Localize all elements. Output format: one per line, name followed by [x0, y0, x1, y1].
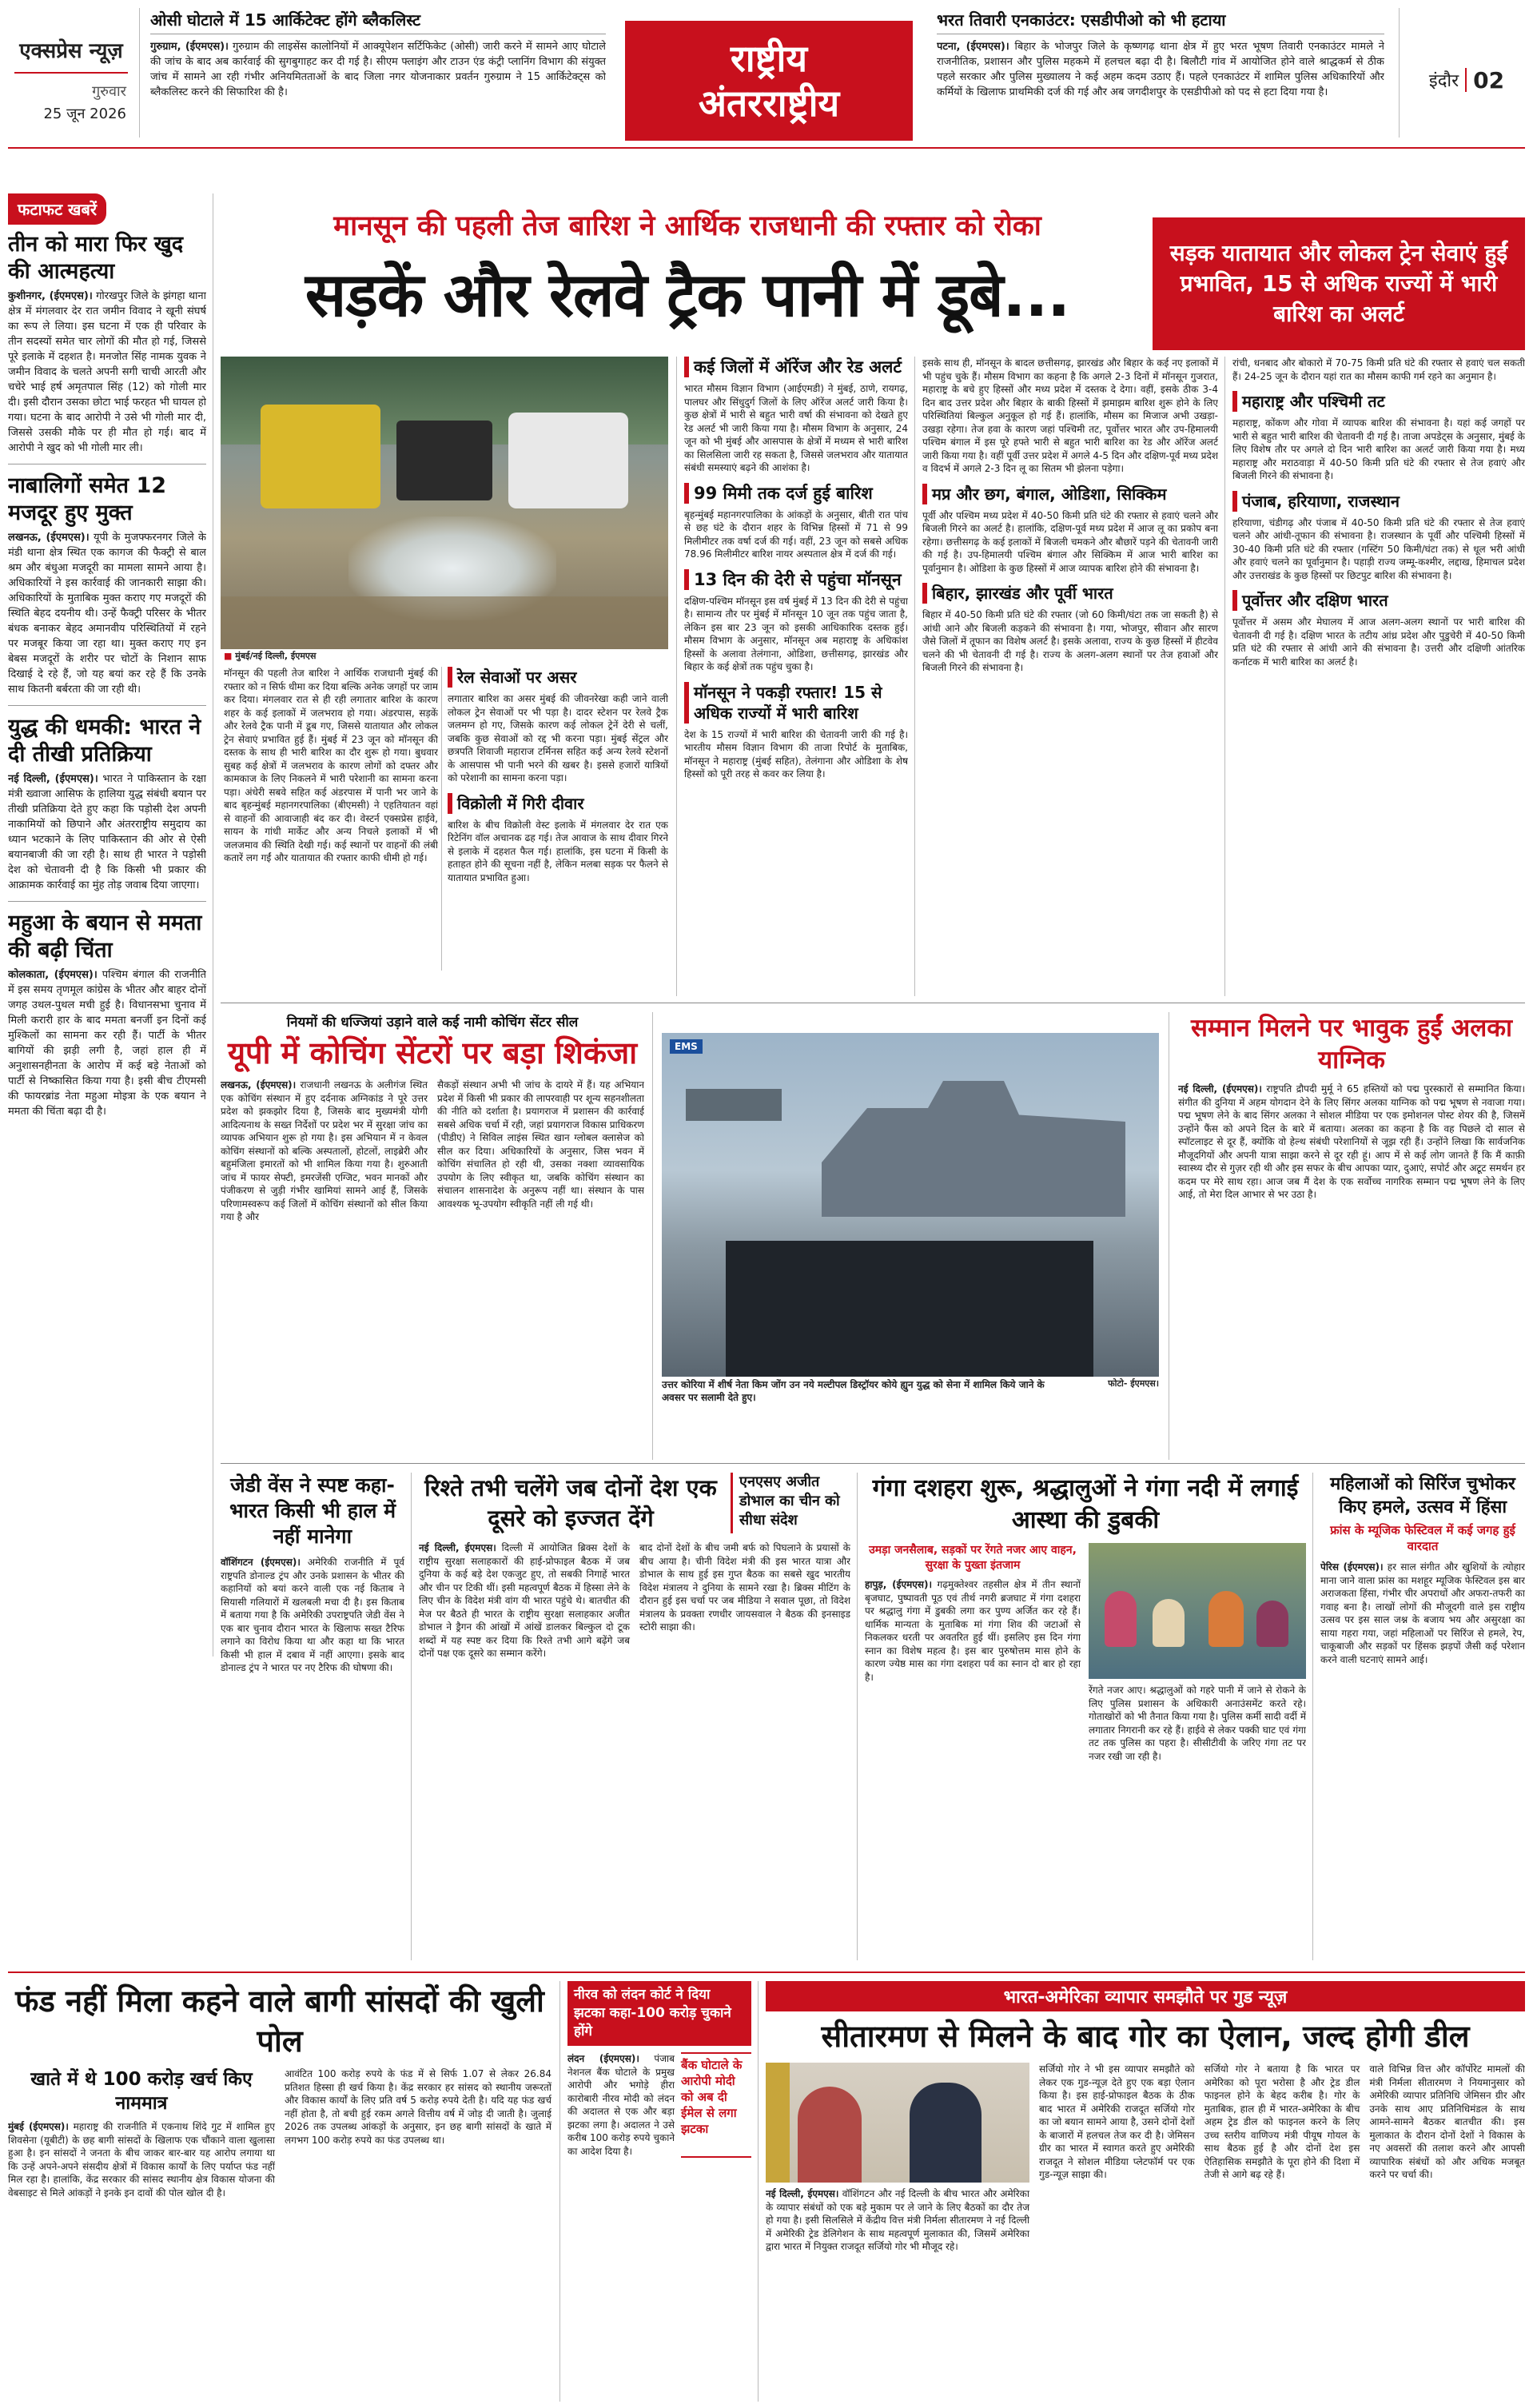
top-left-headline: ओसी घोटाले में 15 आर्किटेक्ट होंगे ब्लैकलिस्ट	[150, 10, 606, 34]
col4-body: इसके साथ ही, मॉनसून के बादल छत्तीसगढ़, झारखंड और बिहार के कई नए इलाकों में भी पहुंच चुके हैं। मौसम विभाग का कहना है कि अगले 2-3 दिनों में मॉनसून गुजरात, महाराष्ट्र के बचे हुए हिस्सों और मध्य प्रदेश में दस्तक दे देगा। वहीं, इसके ठीक 3-4 दिन बाद उत्तर प्रदेश और बिहार के बाकी हिस्सों में झमाझम बारिश शुरू होने के लिए परिस्थितियां बिल्कुल अनुकूल हो गई हैं। हालांकि, मौसम का मिजाज अभी उखड़ा-उखड़ा रहेगा। तेज हवा के कारण जहां पश्चिमी तट, पूर्वोत्तर भारत और उप-हिमालयी पश्चिम बंगाल में इस पूरे हफ्ते भारी से बहुत भारी बारिश का रेड और ऑरेंज अलर्ट जारी किया गया है। वहीं पूर्वी उत्तर प्रदेश में अगले 4-5 दिन और दक्षिण-पूर्व मध्य प्रदेश व विदर्भ में अगले 2-3 दिन लू का सितम भी झेलना पड़ेगा।	[922, 357, 1218, 474]
paris-story	[1320, 1473, 1525, 1960]
ganga-kicker: उमड़ा जनसैलाब, सड़कों पर रेंगते नजर आए वाहन, सुरक्षा के पुख्ता इंतजाम	[869, 1544, 1077, 1572]
ganga-headline: गंगा दशहरा शुरू, श्रद्धालुओं ने गंगा नदी में लगाई आस्था की डुबकी	[872, 1474, 1299, 1534]
paris-headline: महिलाओं को सिरिंज चुभोकर किए हमले, उत्सव में हिंसा	[1330, 1474, 1515, 1517]
mp-headline: मप्र और छग, बंगाल, ओडिशा, सिक्किम	[922, 484, 1218, 504]
alert-headline: कई जिलों में ऑरेंज और रेड अलर्ट	[684, 357, 908, 377]
late-headline: 13 दिन की देरी से पहुंचा मॉनसून	[684, 569, 908, 590]
late-body: दक्षिण-पश्चिम मॉनसून इस वर्ष मुंबई में 13 दिन की देरी से पहुंचा है। सामान्य तौर पर मुंबई में मॉनसून 10 जून तक पहुंच जाता है, लेकिन इस बार 23 जून को इसकी आधिकारिक दस्तक हुई। मौसम विभाग के अनुसार, मॉनसून अब महाराष्ट्र के अधिकांश हिस्सों के अलावा तेलंगाना, ओडिशा, छत्तीसगढ़, झारखंड और बिहार के कई क्षेत्रों तक पहुंच चुका है।	[684, 595, 908, 672]
top-left-story	[150, 10, 606, 138]
pb-headline: पंजाब, हरियाणा, राजस्थान	[1232, 491, 1525, 512]
trade-dateline: नई दिल्ली, ईएमएस।	[766, 2188, 839, 2199]
page-city: इंदौर	[1428, 71, 1459, 91]
top-right-body: बिहार के भोजपुर जिले के कृष्णगढ़ थाना क्षेत्र में हुए भरत भूषण तिवारी एनकाउंटर मामले ने राजनीतिक, प्रशासन और पुलिस महकमे में हलचल बढ़ा दी है। बिलौटी गांव में आयोजित होने वाले श्राद्धकर्म से ठीक पहले सरकार और पुलिस मुख्यालय ने कई अहम कदम उठाए हैं। पहले एनकाउंटर में शामिल पुलिस अधिकारियों और कर्मियों के खिलाफ प्राथमिकी दर्ज की गई और अब जगदीशपुर के एसडीपीओ को पद से हटा दिया गया है।	[937, 41, 1384, 98]
fatafat-s2-headline: नाबालिगों समेत 12 मजदूर हुए मुक्त	[8, 473, 167, 525]
ems-badge: EMS	[670, 1039, 703, 1054]
doval-dateline: नई दिल्ली, ईएमएस।	[419, 1542, 496, 1553]
fatafat-s1-headline: तीन को मारा फिर खुद की आत्महत्या	[8, 232, 184, 284]
rail-section	[448, 667, 668, 987]
speed-body: देश के 15 राज्यों में भारी बारिश की चेतावनी जारी की गई है। भारतीय मौसम विज्ञान विभाग की ताजा रिपोर्ट के मुताबिक, मॉनसून ने महाराष्ट्र (मुंबई सहित), तेलंगाना और ओडिशा के शेष हिस्सों को पूरी तरह से कवर कर लिया है।	[684, 728, 908, 779]
trade-col2: सर्जियो गोर ने भी इस व्यापार समझौते को लेकर एक गुड-न्यूज़ देते हुए एक बड़ा ऐलान किया है। इस हाई-प्रोफाइल बैठक के ठीक बाद भारत में अमेरिकी राजदूत सर्जियो गोर का जो बयान सामने आया है, उसने दोनों देशों के बाजारों में हलचल तेज कर दी है। जेमिसन ग्रीर का भारत में स्वागत करते हुए अमेरिकी राजदूत ने सोशल मीडिया प्लेटफॉर्म पर एक गुड-न्यूज़ साझा की।	[1039, 2063, 1195, 2180]
nirav-dateline: लंदन (ईएमएस)।	[567, 2053, 639, 2064]
fatafat-s2-dateline: लखनऊ, (ईएमएस)।	[8, 532, 90, 544]
trade-story	[766, 1981, 1525, 2402]
lead-sidebox	[1153, 217, 1525, 350]
masthead-date: 25 जून 2026	[43, 106, 126, 122]
alert-body: भारत मौसम विज्ञान विभाग (आईएमडी) ने मुंबई, ठाणे, रायगढ़, पालघर और सिंधुदुर्ग जिलों के लिए ऑरेंज अलर्ट जारी किया है। कुछ क्षेत्रों में भारी से बहुत भारी वर्षा की संभावना को देखते हुए रेड अलर्ट भी जारी किया गया है। मौसम विभाग के अनुसार, 24 जून को भी मुंबई और आसपास के क्षेत्रों में मध्यम से भारी बारिश का सिलसिला जारी रह सकता है, जिससे जलभराव और यातायात संबंधी समस्याएं बढ़ने की आशंका है।	[684, 383, 908, 473]
wall-body: बारिश के बीच विक्रोली वेस्ट इलाके में मंगलवार देर रात एक रिटेनिंग वॉल अचानक ढह गई। तेज आवाज के साथ दीवार गिरने से इलाके में दहशत फैल गई। हालांकि, इस घटना में किसी के हताहत होने की सूचना नहीं है, लेकिन मलबा सड़क पर फैलने से यातायात प्रभावित हुआ।	[448, 819, 668, 883]
fatafat-s4-headline: महुआ के बयान से ममता की बढ़ी चिंता	[8, 911, 202, 963]
navy-caption: उत्तर कोरिया में शीर्ष नेता किम जोंग उन नये मल्टीपल डिस्ट्रॉयर कोये ह्युन युद्ध को सेना में शामिल किये जाने के अवसर पर सलामी देते हुए।	[662, 1379, 1045, 1403]
rebels-dateline: मुंबई (ईएमएस)।	[8, 2121, 69, 2132]
wall-headline: विक्रोली में गिरी दीवार	[448, 793, 668, 814]
fatafat-s1-dateline: कुशीनगर, (ईएमएस)।	[8, 290, 93, 302]
coaching-col1: राजधानी लखनऊ के अलीगंज स्थित एक कोचिंग संस्थान में हुए दर्दनाक अग्निकांड ने पूरे उत्तर प्रदेश को झकझोर दिया है, जिसके बाद मुख्यमंत्री योगी आदित्यनाथ के सख्त निर्देशों पर प्रदेश भर में सुरक्षा जांच का व्यापक अभियान शुरू हो गया है। इस अभियान में न केवल कोचिंग संस्थानों को बल्कि अस्पतालों, होटलों, लाइब्रेरी और बहुमंजिला इमारतों को भी शामिल किया गया है। शुरुआती जांच में फायर सेफ्टी, इमरजेंसी एग्जिट, भवन मानकों और पंजीकरण से जुड़ी गंभीर खामियां सामने आई हैं, जिसके परिणामस्वरूप कई जिलों में कोचिंग संस्थानों को सील किया गया है और	[221, 1079, 428, 1222]
masthead-day: गुरुवार	[92, 83, 126, 100]
page-info	[1407, 56, 1527, 104]
doval-col2: बाद दोनों देशों के बीच जमी बर्फ को पिघलाने के प्रयासों के बीच आया है। चीनी विदेश मंत्री की इस भारत यात्रा और डोभाल के साथ हुई इस गुप्त बैठक का सबसे खुद भारतीय विदेश मंत्रालय ने दुनिया के सामने रखा है। ब्रिक्स मीटिंग के दौरान हुई इस चर्चा पर जब मीडिया ने सवाल पूछा, तो विदेश मंत्रालय के प्रवक्ता रणधीर जायसवाल ने बैठक की इनसाइड स्टोरी साझा की।	[639, 1542, 850, 1633]
trade-col3: सर्जियो गोर ने बताया है कि भारत पर अमेरिका को पूरा भरोसा है और ट्रेड डील फाइनल होने के बेहद करीब है। गोर के मुताबिक, हाल ही में भारत-अमेरिका के बीच अहम ट्रेड डील को फाइनल करने के लिए उच्च स्तरीय वाणिज्य मंत्री पीयूष गोयल के साथ बैठक हुई है और दोनों देश इस ऐतिहासिक समझौते के पूरा होने की दिशा में तेजी से आगे बढ़ रहे हैं।	[1204, 2063, 1360, 2180]
top-right-headline: भरत तिवारी एनकाउंटर: एसडीपीओ को भी हटाया	[937, 10, 1384, 34]
doval-col1: दिल्ली में आयोजित ब्रिक्स देशों के राष्ट्रीय सुरक्षा सलाहकारों की हाई-प्रोफाइल बैठक में जब दुनिया के कई बड़े देश एकजुट हुए, तो सबकी निगाहें भारत और चीन पर टिकी थीं। इसी महत्वपूर्ण बैठक में हिस्सा लेने के लिए चीन के विदेश मंत्री वांग यी भारत पहुंचे थे। बातचीत की मेज पर बैठते ही भारत के राष्ट्रीय सुरक्षा सलाहकार अजीत डोभाल ने ड्रैगन की आंखों में आंखें डालकर बिल्कुल दो टूक शब्दों में यह स्पष्ट कर दिया कि रिश्ते तभी आगे बढ़ेंगे जब दोनों पक्ष एक दूसरे का सम्मान करेंगे।	[419, 1542, 630, 1659]
top-right-story	[937, 10, 1384, 138]
fatafat-s4-body: पश्चिम बंगाल की राजनीति में इस समय तृणमूल कांग्रेस के भीतर और बाहर दोनों जगह उथल-पुथल मची हुई है। विधानसभा चुनाव में मिली करारी हार के बाद ममता बनर्जी इन दिनों कई मुश्किलों का सामना कर रही हैं। पार्टी के भीतर बागियों की झड़ी लगी है, जहां हाल ही में अनुशासनहीनता के आरोप में कई बड़े नेताओं को पार्टी से निष्कासित किया गया है। इसी बीच टीएमसी की फायरब्रांड नेता महुआ मोइत्रा के एक बयान ने ममता की चिंता बढ़ा दी है।	[8, 969, 206, 1118]
lead-col4	[922, 357, 1218, 996]
rain-photo	[221, 357, 668, 649]
paris-dateline: पेरिस (ईएमएस)।	[1320, 1561, 1384, 1573]
vance-dateline: वॉशिंगटन (ईएमएस)।	[221, 1557, 301, 1568]
trade-photo	[766, 2063, 1029, 2183]
top-left-dateline: गुरुग्राम, (ईएमएस)।	[150, 41, 229, 53]
coaching-kicker: नियमों की धज्जियां उड़ाने वाले कई नामी कोचिंग सेंटर सील	[286, 1015, 579, 1031]
ganga-story	[865, 1473, 1306, 1960]
top-right-dateline: पटना, (ईएमएस)।	[937, 41, 1009, 53]
nirav-box: बैंक घोटाले के आरोपी मोदी को अब दी ईमेल से लगा झटका	[681, 2052, 751, 2158]
section-banner	[625, 21, 913, 141]
doval-kicker: एनएसए अजीत डोभाल का चीन को सीधा संदेश	[731, 1473, 850, 1533]
section-line1: राष्ट्रीय	[730, 37, 808, 80]
paris-body: हर साल संगीत और खुशियों के त्योहार माना जाने वाला फ्रांस का मशहूर म्यूजिक फेस्टिवल इस बार अराजकता हिंसा, गंभीर चीर अपराधों और अफरा-तफरी का गवाह बना है। लाखों लोगों की मौजूदगी वाले इस राष्ट्रीय उत्सव पर इस साल जश्न के बजाय भय और असुरक्षा का साया गहरा गया, जहां महिलाओं पर सिरिंज से हमले, रेप, चाकूबाजी और सड़कों पर हिंसक झड़पों जैसी कई परेशान करने वाली घटनाएं सामने आई।	[1320, 1561, 1525, 1665]
alka-body: राष्ट्रपति द्रौपदी मुर्मू ने 65 हस्तियों को पद्म पुरस्कारों से सम्मानित किया। संगीत की दुनिया में अहम योगदान देने के लिए सिंगर अलका याग्निक को पद्म भूषण से नवाजा गया। पद्म भूषण लेने के बाद सिंगर अलका ने सोशल मीडिया पर एक इमोशनल पोस्ट शेयर की है, जिसमें उन्होंने फैंस को अपने दिल के बारे में बताया। अलका का कहना है कि वह पिछले दो साल से स्पॉटलाइट से दूर हैं, क्योंकि वो हेल्थ संबंधी परेशानियों से जूझ रही हैं। उन्होंने लिखा कि सार्वजनिक मौजूदगियों और अपनी यात्रा साझा करने से दूर रही हूं। आप में से कई लोग जानते हैं कि मैं काफ़ी स्वास्थ्य दौर से गुज़र रही थी और इस सफर के बीच आपका प्यार, दुआएं, सपोर्ट और अटूट समर्थन हर कदम पर मेरे साथ रहा। आज जब मैं देश के एक सर्वोच्च नागरिक सम्मान पद्म भूषण लेने के लिए आई, तो मेरा दिल आभार से भर उठा है।	[1178, 1083, 1525, 1200]
top-left-body: गुरुग्राम की लाइसेंस कालोनियों में आक्यूपेशन सर्टिफिकेट (ओसी) जारी करने में सामने आए घोटाले की जांच के बाद अब कार्रवाई की सुगबुगाहट कर दी गई है। सीएम फ्लाइंग और टाउन एंड कंट्री प्लानिंग विभाग की संयुक्त जांच में सामने आ रही गंभीर अनियमितताओं के बाद जिला नगर योजनाकार प्रवर्तन गुरुग्राम ने 15 आर्किटेक्ट्स को ब्लैकलिस्ट करने की सिफारिश की है।	[150, 41, 606, 98]
ne-headline: पूर्वोत्तर और दक्षिण भारत	[1232, 590, 1525, 611]
speed-headline: मॉनसून ने पकड़ी रफ्तार! 15 से अधिक राज्यों में भारी बारिश	[684, 682, 908, 724]
alka-headline: सम्मान मिलने पर भावुक हुईं अलका याग्निक	[1190, 1014, 1513, 1074]
doval-headline: रिश्ते तभी चलेंगे जब दोनों देश एक दूसरे को इज्जत देंगे	[424, 1474, 717, 1532]
navy-credit: फोटो- ईएमएस।	[1108, 1378, 1159, 1389]
trade-col1: वॉशिंगटन और नई दिल्ली के बीच भारत और अमेरिका के व्यापार संबंधों को एक बड़े मुकाम पर ले जाने के लिए बैठकों का दौर तेज हो गया है। इसी सिलसिले में केंद्रीय वित्त मंत्री निर्मला सीतारमण ने नई दिल्ली में अमेरिकी ट्रेड डेलिगेशन के साथ महत्वपूर्ण मुलाकात की, जिसमें अमेरिका द्वारा भारत में नियुक्त राजदूत सर्जियो गोर भी मौजूद रहे।	[766, 2188, 1029, 2252]
masthead-brand-box	[8, 6, 134, 134]
alka-story	[1178, 1012, 1525, 1460]
mh-body: महाराष्ट्र, कोंकण और गोवा में व्यापक बारिश की संभावना है। यहां कई जगहों पर भारी से बहुत भारी बारिश की चेतावनी दी गई है। ताजा अपडेट्स के अनुसार, मुंबई के लिए विशेष तौर पर अगले दो दिन भारी बारिश का अलर्ट जारी किया गया है। मध्य महाराष्ट्र और मराठवाड़ा में 40-50 किमी प्रति घंटे की रफ्तार से तेज हवाएं और बिजली गिरने की संभावना है।	[1232, 417, 1525, 481]
coaching-story	[221, 1012, 644, 1460]
pb-body: हरियाणा, चंडीगढ़ और पंजाब में 40-50 किमी प्रति घंटे की रफ्तार से तेज हवाएं चलने और आंधी-तूफान की संभावना है। राजस्थान के पूर्वी और पश्चिमी हिस्सों में 30-40 किमी प्रति घंटे की रफ्तार (गस्टिंग 50 किमी/घंटा तक) से धूल भरी आंधी और हवाएं चलने का पूर्वानुमान है। पहाड़ी राज्य जम्मू-कश्मीर, लद्दाख, हिमाचल प्रदेश और उत्तराखंड के कुछ हिस्सों पर छिटपुट बारिश की संभावना है।	[1232, 516, 1525, 581]
rain-photo-caption: ■ मुंबई/नई दिल्ली, ईएमएस	[224, 651, 317, 661]
bihar-body: बिहार में 40-50 किमी प्रति घंटे की रफ्तार (जो 60 किमी/घंटा तक जा सकती है) से आंधी आने और बिजली कड़कने की संभावना है। गया, भोजपुर, सीवान और सारण जैसे जिलों में तूफान का विशेष अलर्ट है। इसके अलावा, राज्य के कुछ हिस्सों में हीटवेव चलने की भी चेतावनी दी गई है। राज्य के अलग-अलग स्थानों पर तेज हवाओं और बिजली गिरने की संभावना है।	[922, 609, 1218, 673]
fatafat-s3-body: भारत ने पाकिस्तान के रक्षा मंत्री ख्वाजा आसिफ के हालिया युद्ध संबंधी बयान पर तीखी प्रतिक्रिया देते हुए कहा कि पड़ोसी देश अपनी नाकामियों को छिपाने और अंतरराष्ट्रीय समुदाय का ध्यान भटकाने के लिए पाकिस्तान की ओर से ऐसी बयानबाजी की जा रही है। साथ ही भारत ने पड़ोसी देश को चेतावनी दी है कि किसी भी प्रकार की आक्रामक कार्रवाई का मुंह तोड़ जवाब दिया जाएगा।	[8, 773, 206, 891]
ne-body: पूर्वोत्तर में असम और मेघालय में आज अलग-अलग स्थानों पर भारी बारिश की चेतावनी दी गई है। दक्षिण भारत के तटीय आंध्र प्रदेश और पुडुचेरी में 40-50 किमी प्रति घंटे की रफ्तार से आंधी आने की संभावना है। उत्तरी और दक्षिणी आंतरिक कर्नाटक में भारी बारिश का अलर्ट है।	[1232, 616, 1525, 668]
nirav-story	[567, 1981, 751, 2402]
page-number: 02	[1473, 66, 1505, 94]
nirav-body: पंजाब नेशनल बैंक घोटाले के प्रमुख आरोपी और भगोड़े हीरा कारोबारी नीरव मोदी को लंदन की अदालत से एक और बड़ा झटका लगा है। अदालत ने उसे करीब 100 करोड़ रुपये चुकाने का आदेश दिया है।	[567, 2053, 675, 2157]
rebels-story	[8, 1981, 551, 2402]
mm-body: बृहन्मुंबई महानगरपालिका के आंकड़ों के अनुसार, बीती रात पांच से छह घंटे के दौरान शहर के विभिन्न हिस्सों में 71 से 99 मिलीमीटर तक वर्षा दर्ज की गई। वहीं, 23 जून को सबसे अधिक 78.96 मिलीमीटर बारिश नायर अस्पताल क्षेत्र में दर्ज की गई।	[684, 508, 908, 560]
paris-kicker: फ्रांस के म्यूजिक फेस्टिवल में कई जगह हुई वारदात	[1330, 1523, 1515, 1553]
vance-body: अमेरिकी राजनीति में पूर्व राष्ट्रपति डोनाल्ड ट्रंप और उनके प्रशासन के भीतर की कहानियों को बयां करने वाली एक नई किताब ने सियासी गलियारों में खलबली मचा दी है। इस किताब में बताया गया है कि अमेरिकी उपराष्ट्रपति जेडी वेंस ने एक बार चुनाव दौरान भारत के खिलाफ सख्त टैरिफ लगाने का विरोध किया था और कहा था कि भारत किसी भी हाल में दबाव में नहीं आएगा। इसके बाद डोनाल्ड ट्रंप ने भारत पर नए टैरिफ की घोषणा की।	[221, 1557, 404, 1673]
mm-headline: 99 मिमी तक दर्ज हुई बारिश	[684, 483, 908, 504]
fatafat-s3-headline: युद्ध की धमकी: भारत ने दी तीखी प्रतिक्रिया	[8, 715, 201, 767]
trade-col4: वाले विभिन्न वित्त और कॉर्पोरेट मामलों की मंत्री निर्मला सीतारमण ने नियमानुसार को अमेरिकी व्यापार प्रतिनिधि जेमिसन ग्रीर और उनके साथ आए प्रतिनिधिमंडल के साथ आमने-सामने बैठकर बातचीत की। इस मुलाकात के दौरान दोनों देशों ने विकास के नए अवसरों की तलाश करने और आपसी व्यापारिक संबंधों को और अधिक मजबूत करने पर चर्चा की।	[1369, 2063, 1525, 2180]
ganga-col1: गढ़मुक्तेश्वर तहसील क्षेत्र में तीन स्थानों बृजघाट, पुष्पावती पूठ एवं तीर्थ नगरी ब्रजघाट में गंगा दशहरा पर श्रद्धालु गंगा में डुबकी लगा कर पुण्य अर्जित कर रहे हैं। धार्मिक मान्यता के मुताबिक मां गंगा शिव की जटाओं से निकलकर धरती पर अवतरित हुई थीं। इसलिए इस दिन गंगा स्नान का विशेष महत्व है। इस बार पुरुषोत्तम मास होने के कारण ज्येष्ठ मास का गंगा दशहरा पर्व का स्नान दो बार हो रहा है।	[865, 1579, 1081, 1683]
alka-dateline: नई दिल्ली, (ईएमएस)।	[1178, 1083, 1262, 1094]
bihar-headline: बिहार, झारखंड और पूर्वी भारत	[922, 583, 1218, 604]
vance-story	[221, 1473, 404, 1960]
vance-headline: जेडी वेंस ने स्पष्ट कहा-भारत किसी भी हाल में नहीं मानेगा	[229, 1473, 396, 1548]
brand-name: एक्सप्रेस न्यूज़	[19, 39, 123, 63]
ganga-photo	[1089, 1543, 1306, 1679]
lead-headline: सड़कें और रेलवे ट्रैक पानी में डूबे...	[305, 259, 1070, 330]
rain-caption-text: मुंबई/नई दिल्ली, ईएमएस	[235, 651, 317, 661]
fatafat-s3-dateline: नई दिल्ली, (ईएमएस)।	[8, 773, 98, 785]
mh-headline: महाराष्ट्र और पश्चिमी तट	[1232, 391, 1525, 412]
lead-col1-body: मॉनसून की पहली तेज बारिश ने आर्थिक राजधानी मुंबई की रफ्तार को न सिर्फ धीमा कर दिया बल्कि अनेक जगहों पर जाम कर दिया। मंगलवार रात से ही रही लगातार बारिश के कारण शहर के कई इलाकों में जलभराव हो गया। अंडरपास, सड़कें और रेलवे ट्रैक पानी में डूब गए, जिससे यातायात और लोकल ट्रेन सेवाएं प्रभावित हुई हैं। मुंबई में 23 जून को मॉनसून की दस्तक के साथ ही भारी बारिश का दौर शुरू हो गया। बुधवार सुबह कई क्षेत्रों में जलभराव के कारण लोगों को दफ्तर और कामकाज के लिए निकलने में भारी परेशानी का सामना करना पड़ा। अंधेरी सबवे सहित कई अंडरपास में पानी भर जाने के बाद बृहन्मुंबई महानगरपालिका (बीएमसी) ने एहतियातन वहां से वाहनों की आवाजाही बंद कर दी। वेस्टर्न एक्सप्रेस हाईवे, सायन के गांधी मार्केट और अन्य निचले इलाकों में भी जलजमाव की स्थिति देखी गई। कई स्थानों पर वाहनों की लंबी कतारें लग गईं और यातायात की रफ्तार काफी धीमी हो गई।	[224, 668, 438, 863]
trade-kicker: भारत-अमेरिका व्यापार समझौते पर गुड न्यूज़	[766, 1981, 1525, 2011]
navy-caption-box	[662, 1378, 1159, 1418]
rebels-sub: खाते में थे 100 करोड़ खर्च किए नाममात्र	[30, 2069, 253, 2114]
coaching-col2: सैकड़ों संस्थान अभी भी जांच के दायरे में हैं। यह अभियान प्रदेश में किसी भी प्रकार की लापरवाही पर शून्य सहनशीलता की नीति को दर्शाता है। प्रयागराज में प्रशासन की कार्रवाई सबसे अधिक चर्चा में रही, जहां प्रयागराज विकास प्राधिकरण (पीडीए) ने सिविल लाइंस स्थित खान ग्लोबल क्लासेज को सील कर दिया। अधिकारियों के अनुसार, जिस भवन में कोचिंग संचालित हो रही थी, उसका नक्शा व्यावसायिक उपयोग के लिए स्वीकृत था, जबकि कोचिंग संस्थान का संचालन शासनादेश के अनुरूप नहीं था। संस्थान के पास आवश्यक भू-उपयोग स्वीकृति नहीं ली गई थी।	[437, 1079, 644, 1210]
fatafat-column	[8, 193, 206, 1656]
rebels-headline: फंड नहीं मिला कहने वाले बागी सांसदों की खुली पोल	[15, 1983, 544, 2059]
rebels-col1: महाराष्ट्र की राजनीति में एकनाथ शिंदे गुट में शामिल हुए शिवसेना (यूबीटी) के छह बागी सांसदों के खिलाफ एक चौंकाने वाला खुलासा हुआ है। इन सांसदों ने जनता के बीच जाकर बार-बार यह आरोप लगाया था कि उन्हें अपने-अपने संसदीय क्षेत्रों में विकास कार्यों के लिए पर्याप्त फंड नहीं मिल रहा है। हालांकि, केंद्र सरकार की सांसद स्थानीय क्षेत्र विकास योजना की वेबसाइट से मिले आंकड़ों ने इनके इन दावों की पोल खोल दी है।	[8, 2121, 275, 2199]
ganga-col2: रेंगते नजर आए। श्रद्धालुओं को गहरे पानी में जाने से रोकने के लिए पुलिस प्रशासन के अधिकारी अनाउंसमेंट करते रहे। गोताखोरों को भी तैनात किया गया है। पुलिस कर्मी सादी वर्दी में लगातार निगरानी कर रहे हैं। हाईवे से लेकर पक्की घाट एवं गंगा तट तक पुलिस का पहरा है। सीसीटीवी के जरिए गंगा तट पर नजर रखी जा रही है।	[1089, 1684, 1306, 1762]
fatafat-label: फटाफट खबरें	[8, 193, 106, 225]
rebels-col2: आवंटित 100 करोड़ रुपये के फंड में से सिर्फ 1.07 से लेकर 26.84 प्रतिशत हिस्सा ही खर्च किया है। केंद्र सरकार हर सांसद को स्थानीय जरूरतों और विकास कार्यों के लिए प्रति वर्ष 5 करोड़ रुपये देती है। यदि यह फंड खर्च नहीं होता है, तो बची हुई रकम अगले वित्तीय वर्ष में जोड़ दी जाती है। जुलाई 2026 तक उपलब्ध आंकड़ों के अनुसार, इन छह बागी सांसदों के खाते में लगभग 100 करोड़ रुपये का फंड उपलब्ध था।	[285, 2068, 551, 2146]
rail-body: लगातार बारिश का असर मुंबई की जीवनरेखा कही जाने वाली लोकल ट्रेन सेवाओं पर भी पड़ा है। दादर स्टेशन पर रेलवे ट्रैक जलमग्न हो गए, जिसके कारण कई लोकल ट्रेनें देरी से चलीं, जबकि कुछ सेवाओं को रद्द भी करना पड़ा। मुंबई सेंट्रल और छत्रपति शिवाजी महाराज टर्मिनस सहित कई अन्य रेलवे स्टेशनों के आसपास भी पानी भरने की खबर है। इससे हजारों यात्रियों को परेशानी का सामना करना पड़ा।	[448, 693, 668, 783]
lead-sidebox-text: सड़क यातायात और लोकल ट्रेन सेवाएं हुईं प्रभावित, 15 से अधिक राज्यों में भारी बारिश का अलर्ट	[1169, 240, 1508, 327]
mp-body: पूर्वी और पश्चिम मध्य प्रदेश में 40-50 किमी प्रति घंटे की रफ्तार से हवाएं चलने और बिजली गिरने का अलर्ट है। हालांकि, दक्षिण-पूर्व मध्य प्रदेश में आज लू का प्रकोप बना रहेगा। छत्तीसगढ़ के कई इलाकों में बिजली चमकने और बौछारें पड़ने की चेतावनी जारी की गई है। उप-हिमालयी पश्चिम बंगाल और सिक्किम में आज भारी बारिश का पूर्वानुमान है। ओडिशा के कुछ हिस्सों में आज व्यापक बारिश होने की संभावना है।	[922, 509, 1218, 574]
trade-headline: सीतारमण से मिलने के बाद गोर का ऐलान, जल्द होगी डील	[821, 2019, 1470, 2054]
lead-col5	[1232, 357, 1525, 996]
fatafat-s4-dateline: कोलकाता, (ईएमएस)।	[8, 969, 98, 981]
ganga-dateline: हापुड़, (ईएमएस)।	[865, 1579, 933, 1590]
fatafat-s1-body: गोरखपुर जिले के झंगहा थाना क्षेत्र में मंगलवार देर रात जमीन विवाद ने खूनी संघर्ष का रूप ले लिया। इस घटना में एक ही परिवार के तीन सदस्यों समेत चार लोगों की मौत हो गई, जिससे पूरे इलाके में दहशत है। मनजोत सिंह नामक युवक ने जमीन विवाद के चलते अपनी सगी चाची आरती और चचेरे भाई हर्ष अमृतपाल सिंह (12) को गोली मार दी। इसी दौरान उसका छोटा भाई फरहत भी घायल हो गया। घटना के बाद आरोपी ने उसे भी गोली मार दी, जिससे उसकी मौके पर ही मौत हो गई। बाद में आरोपी ने खुद को भी गोली मार ली।	[8, 290, 206, 454]
nirav-headline: नीरव को लंदन कोर्ट ने दिया झटका कहा-100 करोड़ चुकाने होंगे	[567, 1981, 751, 2046]
coaching-dateline: लखनऊ, (ईएमएस)।	[221, 1079, 297, 1090]
rail-headline: रेल सेवाओं पर असर	[448, 667, 668, 688]
lead-col3	[684, 357, 908, 996]
fatafat-s2-body: यूपी के मुजफ्फरनगर जिले के मंडी थाना क्षेत्र स्थित एक कागज की फैक्ट्री से बाल श्रम और बंधुआ मजदूरी का मामला सामने आया है। अधिकारियों ने इस कार्रवाई की जानकारी साझा की। अधिकारियों के मुताबिक मुक्त कराए गए मजदूरों की स्थिति बेहद दयनीय थी। उन्हें फैक्ट्री परिसर के भीतर बंधक बनाकर बेहद अमानवीय परिस्थितियों में रहने पर मजबूर किया जा रहा था। मुक्त कराए गए इन बेबस मजदूरों के शरीर पर चोटों के निशान साफ दिखाई दे रहे हैं, जो यह बयां कर रहे हैं कि उनके साथ कितनी बर्बरता की जा रही थी।	[8, 532, 206, 696]
lead-kicker: मानसून की पहली तेज बारिश ने आर्थिक राजधानी की रफ्तार को रोका	[333, 210, 1041, 242]
col5-body: रांची, धनबाद और बोकारो में 70-75 किमी प्रति घंटे की रफ्तार से हवाएं चल सकती हैं। 24-25 जून के दौरान यहां रात का मौसम काफी गर्म रहने का अनुमान है।	[1232, 357, 1525, 382]
navy-photo	[662, 1033, 1159, 1377]
coaching-headline: यूपी में कोचिंग सेंटरों पर बड़ा शिकंजा	[227, 1035, 638, 1070]
section-line2: अंतरराष्ट्रीय	[698, 82, 840, 125]
doval-story	[419, 1473, 850, 1960]
